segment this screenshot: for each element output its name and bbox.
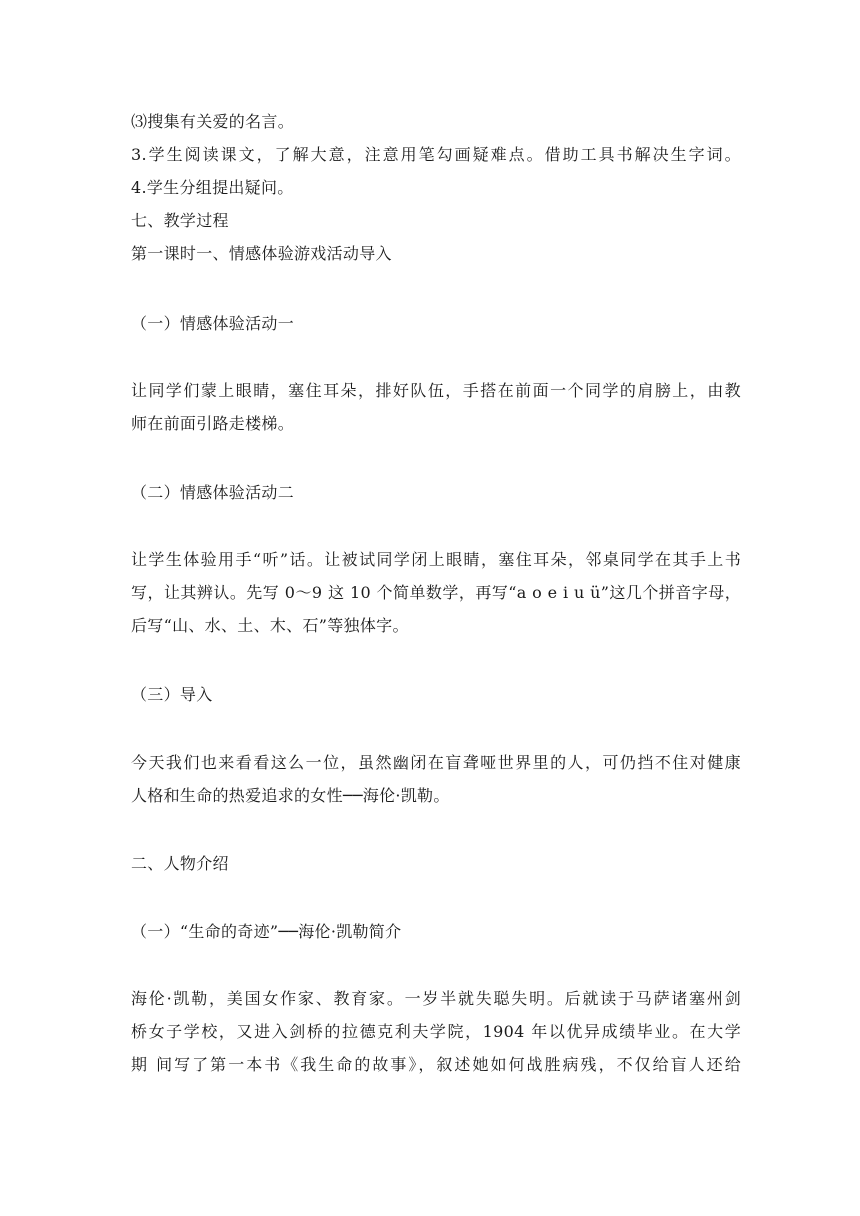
paragraph-line: 人格和生命的热爱追求的女性──海伦·凯勒。: [131, 786, 450, 805]
paragraph-line: 期 间写了第一本书《我生命的故事》，叙述她如何战胜病残，不仅给盲人还给: [131, 1055, 741, 1074]
subsection-heading: （一）“生命的奇迹”──海伦·凯勒简介: [131, 922, 402, 941]
paragraph-line: 海伦·凯勒，美国女作家、教育家。一岁半就失聪失明。后就读于马萨诸塞州剑: [131, 989, 741, 1008]
paragraph-line: 写，让其辨认。先写 0～9 这 10 个简单数学，再写“a o e i u ü”这几个拼音字母，: [131, 583, 741, 602]
paragraph-line: 让同学们蒙上眼睛，塞住耳朵，排好队伍，手搭在前面一个同学的肩膀上，由教: [131, 381, 741, 400]
section-heading: 第一课时一、情感体验游戏活动导入: [131, 244, 392, 263]
paragraph-line: 后写“山、水、土、木、石”等独体字。: [131, 616, 409, 635]
subsection-heading: （三）导入: [131, 685, 213, 704]
section-heading: 二、人物介绍: [131, 854, 229, 873]
list-item: 3.学生阅读课文，了解大意，注意用笔勾画疑难点。借助工具书解决生字词。: [131, 145, 741, 164]
paragraph-line: 让学生体验用手“听”话。让被试同学闭上眼睛，塞住耳朵，邻桌同学在其手上书: [131, 550, 741, 569]
list-item: 4.学生分组提出疑问。: [131, 178, 294, 197]
subsection-heading: （二）情感体验活动二: [131, 483, 295, 502]
subsection-heading: （一）情感体验活动一: [131, 314, 295, 333]
list-item: ⑶搜集有关爱的名言。: [131, 112, 295, 131]
section-heading: 七、教学过程: [131, 211, 229, 230]
paragraph-line: 师在前面引路走楼梯。: [131, 414, 295, 433]
paragraph-line: 今天我们也来看看这么一位，虽然幽闭在盲聋哑世界里的人，可仍挡不住对健康: [131, 753, 741, 772]
paragraph-line: 桥女子学校，又进入剑桥的拉德克利夫学院，1904 年以优异成绩毕业。在大学: [131, 1022, 741, 1041]
